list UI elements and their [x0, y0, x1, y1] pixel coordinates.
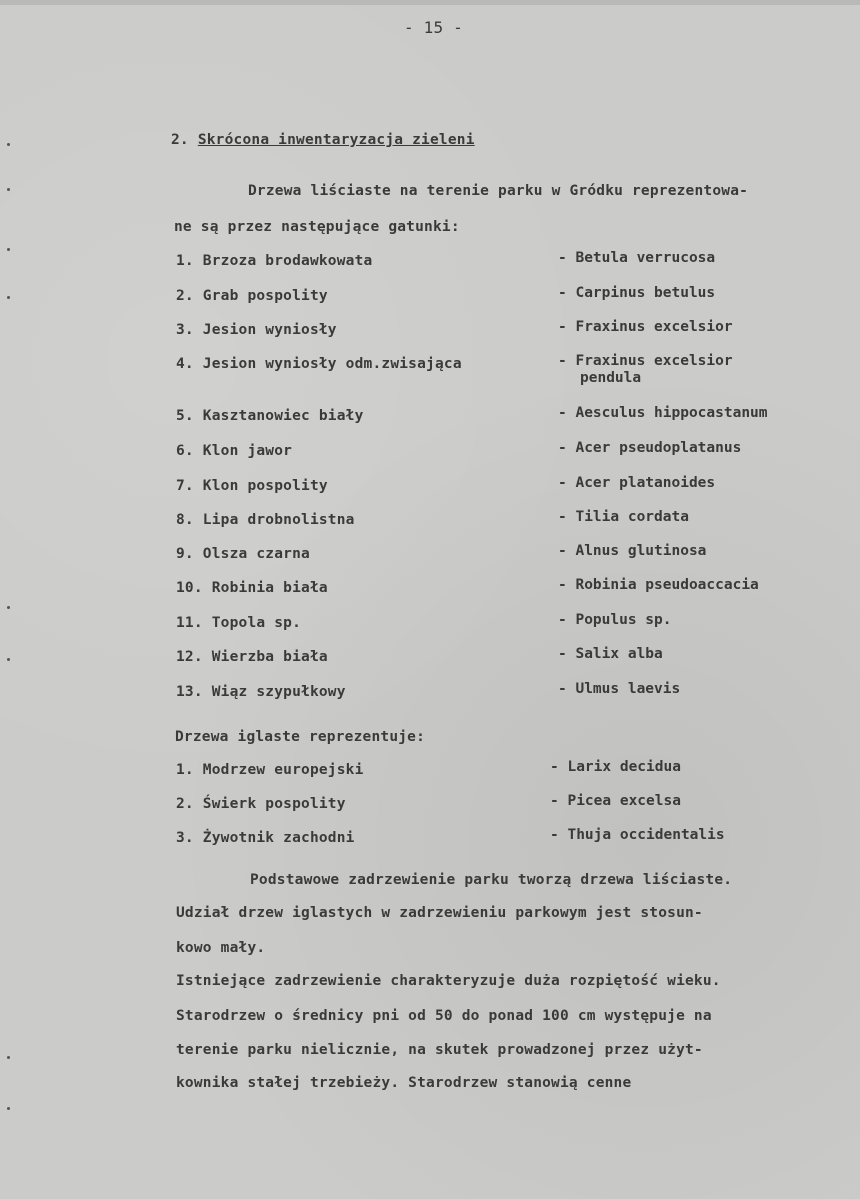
species-polish-name: 1. Brzoza brodawkowata — [176, 253, 373, 269]
conifer-polish-name: 2. Świerk pospolity — [176, 796, 346, 812]
margin-mark — [7, 1056, 10, 1059]
species-latin-name: - Tilia cordata — [558, 509, 689, 525]
species-latin-name: - Fraxinus excelsior — [558, 319, 733, 335]
species-polish-name: 10. Robinia biała — [176, 580, 328, 596]
species-polish-name: 2. Grab pospolity — [176, 288, 328, 304]
page-number: - 15 - — [404, 18, 463, 37]
conifer-polish-name: 3. Żywotnik zachodni — [176, 830, 355, 846]
closing-line: Udział drzew iglastych w zadrzewieniu parkowym jest stosun- — [176, 905, 703, 921]
species-latin-name: - Carpinus betulus — [558, 285, 716, 301]
species-latin-name: - Alnus glutinosa — [558, 543, 707, 559]
conifer-latin-name: - Larix decidua — [550, 759, 681, 775]
species-latin-name: - Salix alba — [558, 646, 663, 662]
species-latin-name: - Betula verrucosa — [558, 250, 716, 266]
conifer-heading: Drzewa iglaste reprezentuje: — [175, 729, 426, 745]
intro-line-1: Drzewa liściaste na terenie parku w Gródku reprezentowa- — [248, 183, 749, 199]
species-latin-name: - Fraxinus excelsior — [558, 353, 733, 369]
page-edge — [0, 0, 860, 5]
species-polish-name: 13. Wiąz szypułkowy — [176, 684, 346, 700]
species-latin-name: - Ulmus laevis — [558, 681, 681, 697]
conifer-latin-name: - Picea excelsa — [550, 793, 681, 809]
section-title: Skrócona inwentaryzacja zieleni — [197, 132, 475, 148]
species-polish-name: 9. Olsza czarna — [176, 546, 310, 562]
margin-mark — [7, 658, 10, 661]
section-heading — [171, 132, 475, 148]
margin-mark — [7, 606, 10, 609]
closing-line: Starodrzew o średnicy pni od 50 do ponad 100 cm występuje na — [176, 1008, 712, 1024]
species-polish-name: 12. Wierzba biała — [176, 649, 328, 665]
margin-mark — [7, 248, 10, 251]
closing-line: terenie parku nielicznie, na skutek prowadzonej przez użyt- — [176, 1042, 703, 1058]
species-latin-name: - Aesculus hippocastanum — [558, 405, 768, 421]
species-latin-name-cont: pendula — [580, 370, 642, 386]
closing-line: kowo mały. — [176, 940, 266, 956]
species-polish-name: 7. Klon pospolity — [176, 478, 328, 494]
species-polish-name: 11. Topola sp. — [176, 615, 302, 631]
species-polish-name: 4. Jesion wyniosły odm.zwisająca — [176, 356, 462, 372]
closing-line: Istniejące zadrzewienie charakteryzuje duża rozpiętość wieku. — [176, 973, 721, 989]
conifer-polish-name: 1. Modrzew europejski — [176, 762, 364, 778]
species-latin-name: - Acer pseudoplatanus — [558, 440, 742, 456]
species-polish-name: 6. Klon jawor — [176, 443, 293, 459]
margin-mark — [7, 296, 10, 299]
species-polish-name: 8. Lipa drobnolistna — [176, 512, 355, 528]
species-polish-name: 3. Jesion wyniosły — [176, 322, 337, 338]
species-latin-name: - Acer platanoides — [558, 475, 716, 491]
conifer-latin-name: - Thuja occidentalis — [550, 827, 725, 843]
margin-mark — [7, 188, 10, 191]
species-latin-name: - Robinia pseudoaccacia — [558, 577, 759, 593]
closing-line: kownika stałej trzebieży. Starodrzew stanowią cenne — [176, 1075, 632, 1091]
species-latin-name: - Populus sp. — [558, 612, 672, 628]
margin-mark — [7, 143, 10, 146]
closing-line: Podstawowe zadrzewienie parku tworzą drzewa liściaste. — [250, 872, 733, 888]
intro-line-2: ne są przez następujące gatunki: — [174, 219, 460, 235]
species-polish-name: 5. Kasztanowiec biały — [176, 408, 364, 424]
margin-mark — [7, 1107, 10, 1110]
section-number: 2. — [171, 132, 189, 148]
